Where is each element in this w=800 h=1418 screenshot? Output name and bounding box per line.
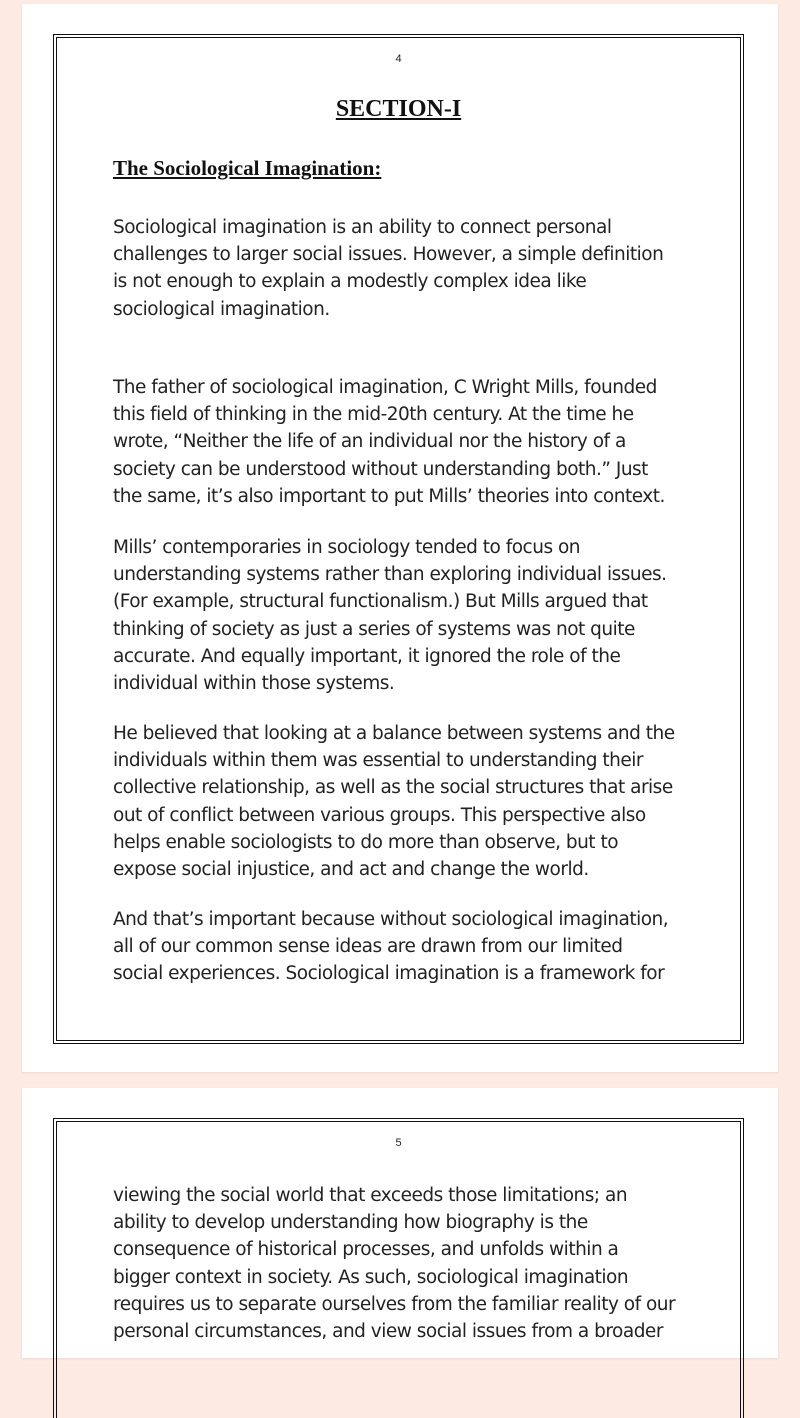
- text-line: all of our common sense ideas are drawn from our limited: [113, 936, 623, 958]
- text-line: ability to develop understanding how biography is the: [113, 1212, 588, 1234]
- text-line: personal circumstances, and view social issues from a broader: [113, 1321, 663, 1343]
- text-line: accurate. And equally important, it ignored the role of the: [113, 645, 621, 667]
- text-line: this field of thinking in the mid-20th century. At the time he: [113, 404, 634, 426]
- text-line: consequence of historical processes, and unfolds within a: [113, 1239, 619, 1261]
- text-line: social experiences. Sociological imagination is a framework for: [113, 963, 665, 985]
- text-line: out of conflict between various groups. This perspective also: [113, 804, 646, 826]
- text-line: bigger context in society. As such, sociological imagination: [113, 1266, 629, 1288]
- page-number: 4: [395, 53, 402, 65]
- subsection-title: The Sociological Imagination:: [113, 156, 382, 180]
- text-line: understanding systems rather than exploring individual issues.: [113, 564, 667, 586]
- text-line: sociological imagination.: [113, 298, 330, 320]
- paragraph-5: [113, 906, 733, 988]
- text-line: society can be understood without understanding both.” Just: [113, 458, 648, 480]
- text-line: challenges to larger social issues. However, a simple definition: [113, 244, 664, 266]
- text-line: collective relationship, as well as the social structures that arise: [113, 777, 673, 799]
- paragraph-2: [113, 374, 733, 510]
- page-number: 5: [395, 1137, 402, 1149]
- text-line: the same, it’s also important to put Mills’ theories into context.: [113, 485, 665, 507]
- text-line: He believed that looking at a balance between systems and the: [113, 723, 675, 744]
- text-line: helps enable sociologists to do more than observe, but to: [113, 831, 619, 853]
- text-line: (For example, structural functionalism.) But Mills argued that: [113, 591, 648, 613]
- page-border: [53, 1118, 744, 1418]
- paragraph-3: [113, 534, 733, 697]
- paragraph-4: [113, 720, 733, 883]
- paragraph-6: [113, 1182, 733, 1345]
- document-page-4: [22, 4, 778, 1072]
- text-line: Mills’ contemporaries in sociology tended to focus on: [113, 537, 581, 558]
- text-line: Sociological imagination is an ability to connect personal: [113, 217, 612, 238]
- text-line: The father of sociological imagination, C Wright Mills, founded: [113, 377, 657, 398]
- text-line: individual within those systems.: [113, 673, 395, 695]
- section-title: SECTION-I: [335, 96, 462, 122]
- document-page-5: [22, 1088, 778, 1358]
- text-line: And that’s important because without sociological imagination,: [113, 909, 669, 930]
- text-line: requires us to separate ourselves from the familiar reality of our: [113, 1293, 676, 1315]
- page-border: [53, 34, 744, 1044]
- text-line: thinking of society as just a series of systems was not quite: [113, 618, 635, 640]
- paragraph-1: [113, 214, 733, 323]
- text-line: wrote, “Neither the life of an individual nor the history of a: [113, 431, 626, 453]
- text-line: is not enough to explain a modestly complex idea like: [113, 271, 587, 293]
- text-line: expose social injustice, and act and change the world.: [113, 859, 589, 881]
- text-line: individuals within them was essential to understanding their: [113, 750, 643, 772]
- text-line: viewing the social world that exceeds those limitations; an: [113, 1185, 628, 1206]
